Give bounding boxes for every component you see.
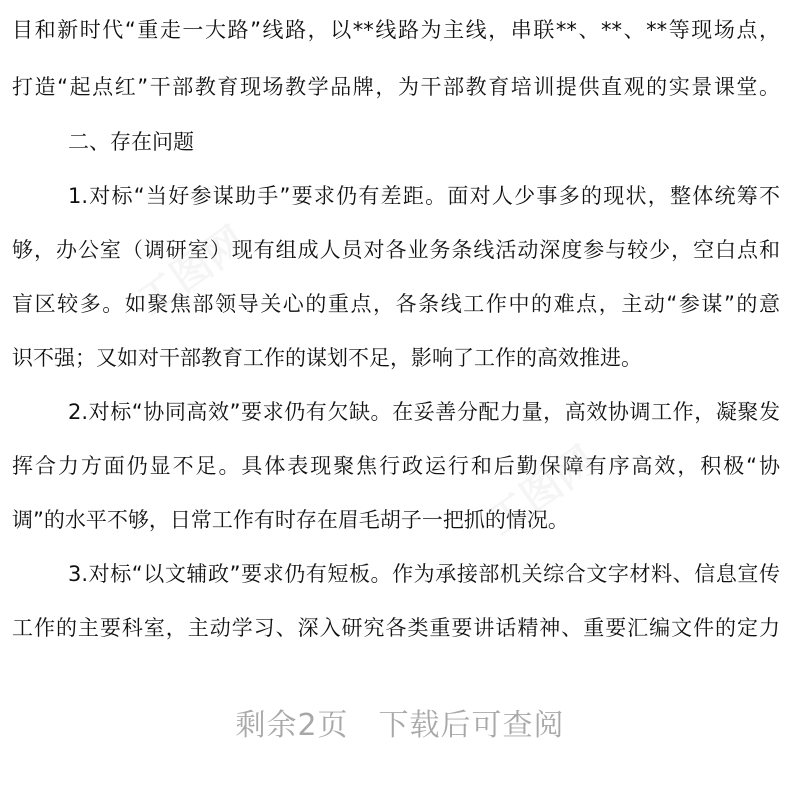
watermark: 工图网 <box>479 438 605 545</box>
paragraph-line: 识不强；又如对干部教育工作的谋划不足，影响了工作的高效推进。 <box>12 346 642 370</box>
paragraph-line: 3.对标“以文辅政”要求仍有短板。作为承接部机关综合文字材料、信息宣传 <box>68 562 780 586</box>
paragraph-line: 1.对标“当好参谋助手”要求仍有差距。面对人少事多的现状，整体统筹不 <box>68 184 780 208</box>
download-to-view-link[interactable]: 下载后可查阅 <box>378 708 565 743</box>
paragraph-line: 调”的水平不够，日常工作有时存在眉毛胡子一把抓的情况。 <box>12 508 569 532</box>
paragraph-line: 打造“起点红”干部教育现场教学品牌，为干部教育培训提供直观的实景课堂。 <box>12 75 780 99</box>
download-prompt[interactable] <box>0 694 800 750</box>
remaining-pages-label[interactable]: 剩余2页 <box>235 708 349 743</box>
paragraph-line: 目和新时代“重走一大路”线路，以**线路为主线，串联**、**、**等现场点， <box>12 18 780 42</box>
paragraph-line: 挥合力方面仍显不足。具体表现聚焦行政运行和后勤保障有序高效，积极“协 <box>12 454 780 478</box>
paragraph-line: 盲区较多。如聚焦部领导关心的重点，各条线工作中的难点，主动“参谋”的意 <box>12 292 780 316</box>
watermark: 工图网 <box>129 218 255 325</box>
paragraph-line: 够，办公室（调研室）现有组成人员对各业务条线活动深度参与较少，空白点和 <box>12 238 780 262</box>
paragraph-line: 工作的主要科室，主动学习、深入研究各类重要讲话精神、重要汇编文件的定力 <box>12 616 780 640</box>
paragraph-line: 2.对标“协同高效”要求仍有欠缺。在妥善分配力量，高效协调工作，凝聚发 <box>68 400 780 424</box>
section-heading: 二、存在问题 <box>68 130 194 154</box>
